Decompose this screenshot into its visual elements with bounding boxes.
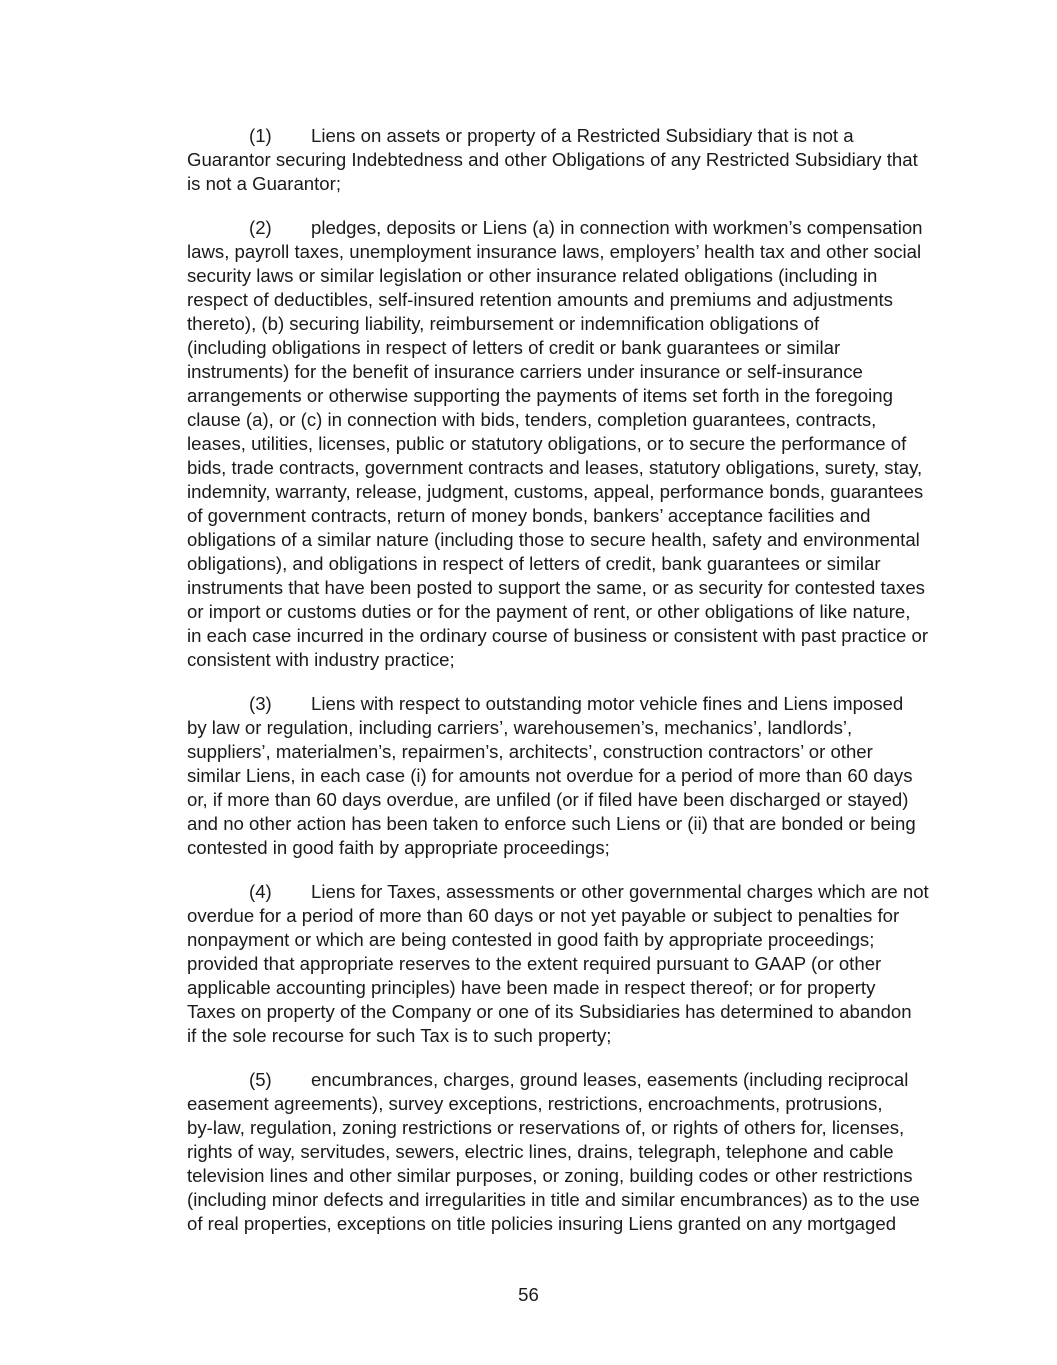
clause-paragraph-5 <box>187 1068 939 1236</box>
text-line: rights of way, servitudes, sewers, electric lines, drains, telegraph, telephone and cable <box>187 1141 894 1162</box>
text-line: provided that appropriate reserves to the extent required pursuant to GAAP (or other <box>187 953 882 974</box>
text-line: and no other action has been taken to enforce such Liens or (ii) that are bonded or being <box>187 813 916 834</box>
text-line: clause (a), or (c) in connection with bids, tenders, completion guarantees, contracts, <box>187 409 877 430</box>
text-line: arrangements or otherwise supporting the payments of items set forth in the foregoing <box>187 385 893 406</box>
text-line: bids, trade contracts, government contracts and leases, statutory obligations, surety, stay, <box>187 457 923 478</box>
text-line: Liens on assets or property of a Restricted Subsidiary that is not a <box>311 125 854 146</box>
text-line: television lines and other similar purposes, or zoning, building codes or other restrictions <box>187 1165 913 1186</box>
text-line: thereto), (b) securing liability, reimbursement or indemnification obligations of <box>187 313 820 334</box>
text-line: encumbrances, charges, ground leases, easements (including reciprocal <box>311 1069 909 1090</box>
text-line: leases, utilities, licenses, public or statutory obligations, or to secure the performance of <box>187 433 907 454</box>
text-line: by law or regulation, including carriers’, warehousemen’s, mechanics’, landlords’, <box>187 717 853 738</box>
paragraph-first-line <box>187 880 939 904</box>
text-line: instruments that have been posted to support the same, or as security for contested taxes <box>187 577 925 598</box>
text-line: obligations of a similar nature (including those to secure health, safety and environmental <box>187 529 920 550</box>
text-line: nonpayment or which are being contested in good faith by appropriate proceedings; <box>187 929 875 950</box>
clause-number: (3) <box>249 693 272 714</box>
text-line: Guarantor securing Indebtedness and other Obligations of any Restricted Subsidiary that <box>187 149 918 170</box>
clause-paragraph-2 <box>187 216 939 672</box>
text-line: Liens for Taxes, assessments or other governmental charges which are not <box>311 881 929 902</box>
clause-paragraph-4 <box>187 880 939 1048</box>
clause-paragraph-1 <box>187 124 939 196</box>
text-line: contested in good faith by appropriate proceedings; <box>187 837 610 858</box>
text-line: similar Liens, in each case (i) for amounts not overdue for a period of more than 60 days <box>187 765 913 786</box>
text-line: obligations), and obligations in respect of letters of credit, bank guarantees or similar <box>187 553 881 574</box>
text-line: indemnity, warranty, release, judgment, customs, appeal, performance bonds, guarantees <box>187 481 924 502</box>
paragraph-first-line <box>187 216 939 240</box>
text-line: is not a Guarantor; <box>187 173 341 194</box>
text-line: laws, payroll taxes, unemployment insurance laws, employers’ health tax and other social <box>187 241 922 262</box>
text-line: or import or customs duties or for the payment of rent, or other obligations of like nature, <box>187 601 911 622</box>
clause-number: (5) <box>249 1069 272 1090</box>
text-line: in each case incurred in the ordinary course of business or consistent with past practice or <box>187 625 929 646</box>
text-line: (including minor defects and irregularities in title and similar encumbrances) as to the use <box>187 1189 920 1210</box>
text-line: by-law, regulation, zoning restrictions or reservations of, or rights of others for, licenses, <box>187 1117 905 1138</box>
document-body <box>187 124 939 1256</box>
paragraph-first-line <box>187 692 939 716</box>
text-line: suppliers’, materialmen’s, repairmen’s, architects’, construction contractors’ or other <box>187 741 873 762</box>
text-line: Liens with respect to outstanding motor vehicle fines and Liens imposed <box>311 693 904 714</box>
text-line: of real properties, exceptions on title policies insuring Liens granted on any mortgaged <box>187 1213 897 1234</box>
text-line: instruments) for the benefit of insurance carriers under insurance or self-insurance <box>187 361 863 382</box>
text-line: security laws or similar legislation or other insurance related obligations (including in <box>187 265 878 286</box>
text-line: consistent with industry practice; <box>187 649 455 670</box>
clause-paragraph-3 <box>187 692 939 860</box>
paragraph-first-line <box>187 124 939 148</box>
text-line: respect of deductibles, self-insured retention amounts and premiums and adjustments <box>187 289 893 310</box>
text-line: or, if more than 60 days overdue, are unfiled (or if filed have been discharged or stayed) <box>187 789 909 810</box>
text-line: Taxes on property of the Company or one of its Subsidiaries has determined to abandon <box>187 1001 912 1022</box>
page-number: 56 <box>518 1284 539 1305</box>
text-line: of government contracts, return of money bonds, bankers’ acceptance facilities and <box>187 505 871 526</box>
text-line: if the sole recourse for such Tax is to such property; <box>187 1025 612 1046</box>
clause-number: (2) <box>249 217 272 238</box>
text-line: overdue for a period of more than 60 days or not yet payable or subject to penalties for <box>187 905 900 926</box>
clause-number: (1) <box>249 125 272 146</box>
text-line: easement agreements), survey exceptions, restrictions, encroachments, protrusions, <box>187 1093 883 1114</box>
text-line: applicable accounting principles) have been made in respect thereof; or for property <box>187 977 876 998</box>
text-line: pledges, deposits or Liens (a) in connection with workmen’s compensation <box>311 217 923 238</box>
clause-number: (4) <box>249 881 272 902</box>
text-line: (including obligations in respect of letters of credit or bank guarantees or similar <box>187 337 841 358</box>
paragraph-first-line <box>187 1068 939 1092</box>
